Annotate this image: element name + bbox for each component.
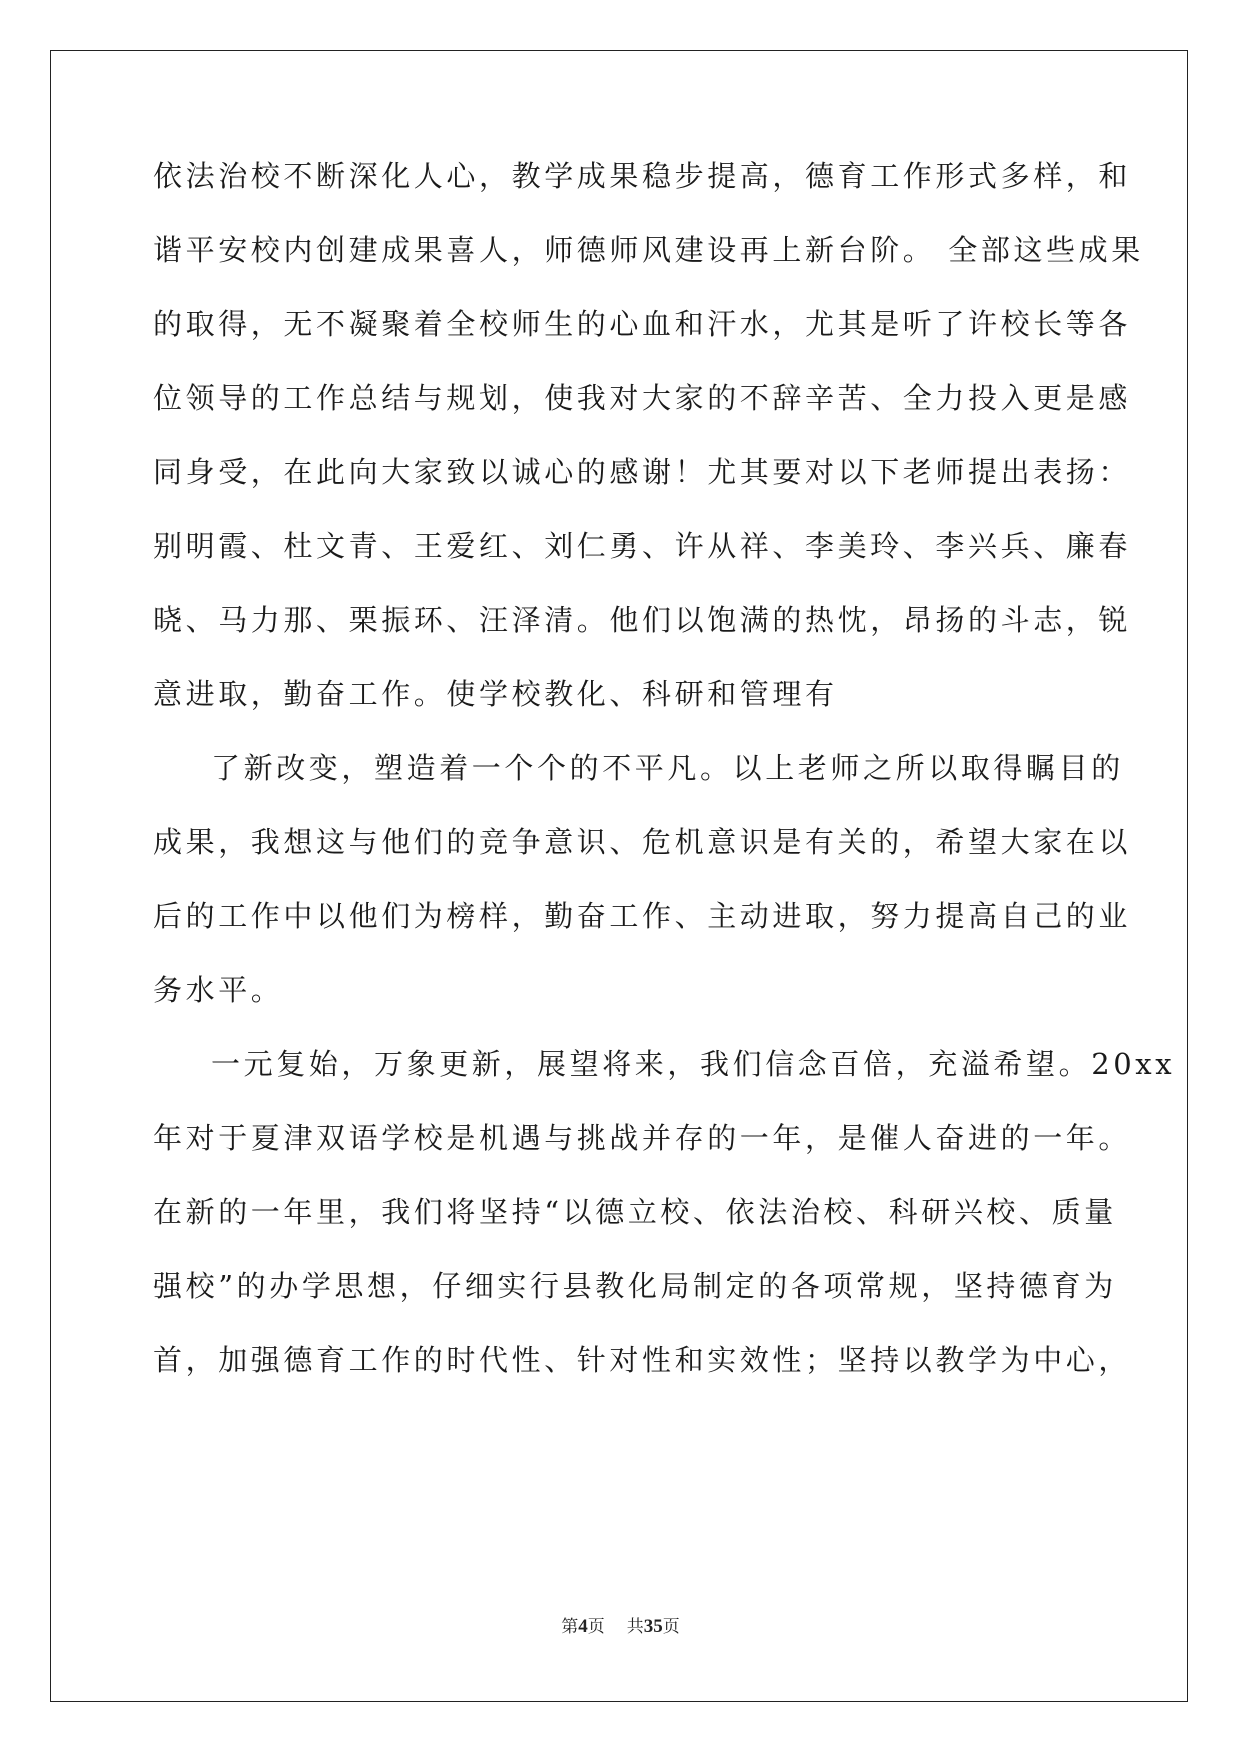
page-number: 4: [578, 1616, 588, 1637]
text-line: 务水平。: [153, 973, 284, 1007]
footer-total-prefix: 共: [626, 1617, 644, 1637]
text-line: 别明霞、杜文青、王爱红、刘仁勇、许从祥、李美玲、李兴兵、廉春: [153, 529, 1132, 563]
total-pages: 35: [643, 1616, 663, 1637]
footer-page-suffix: 页: [587, 1617, 605, 1637]
text-line: 在新的一年里，我们将坚持“以德立校、依法治校、科研兴校、质量: [153, 1195, 1117, 1229]
text-line: 谐平安校内创建成果喜人，师德师风建设再上新台阶。 全部这些成果: [153, 233, 1144, 267]
text-line: 意进取，勤奋工作。使学校教化、科研和管理有: [153, 677, 838, 711]
text-line: 依法治校不断深化人心，教学成果稳步提高，德育工作形式多样，和: [153, 159, 1132, 193]
text-line: 晓、马力那、栗振环、汪泽清。他们以饱满的热忱，昂扬的斗志，锐: [153, 603, 1132, 637]
text-line: 了新改变，塑造着一个个的不平凡。以上老师之所以取得瞩目的: [211, 751, 1124, 785]
text-line: 位领导的工作总结与规划，使我对大家的不辞辛苦、全力投入更是感: [153, 381, 1132, 415]
footer-prefix: 第: [561, 1617, 579, 1637]
text-line: 一元复始，万象更新，展望将来，我们信念百倍，充溢希望。20xx: [211, 1047, 1176, 1081]
text-line: 年对于夏津双语学校是机遇与挑战并存的一年，是催人奋进的一年。: [153, 1121, 1132, 1155]
text-line: 的取得，无不凝聚着全校师生的心血和汗水，尤其是听了许校长等各: [153, 307, 1132, 341]
text-line: 强校”的办学思想，仔细实行县教化局制定的各项常规，坚持德育为: [153, 1269, 1117, 1303]
footer-total-suffix: 页: [662, 1617, 680, 1637]
page-border: [50, 50, 1188, 1702]
text-line: 成果，我想这与他们的竞争意识、危机意识是有关的，希望大家在以: [153, 825, 1132, 859]
page-footer: [0, 1615, 1241, 1639]
text-line: 首，加强德育工作的时代性、针对性和实效性；坚持以教学为中心，: [153, 1343, 1132, 1377]
text-line: 后的工作中以他们为榜样，勤奋工作、主动进取，努力提高自己的业: [153, 899, 1132, 933]
text-line: 同身受，在此向大家致以诚心的感谢！尤其要对以下老师提出表扬：: [153, 455, 1132, 489]
